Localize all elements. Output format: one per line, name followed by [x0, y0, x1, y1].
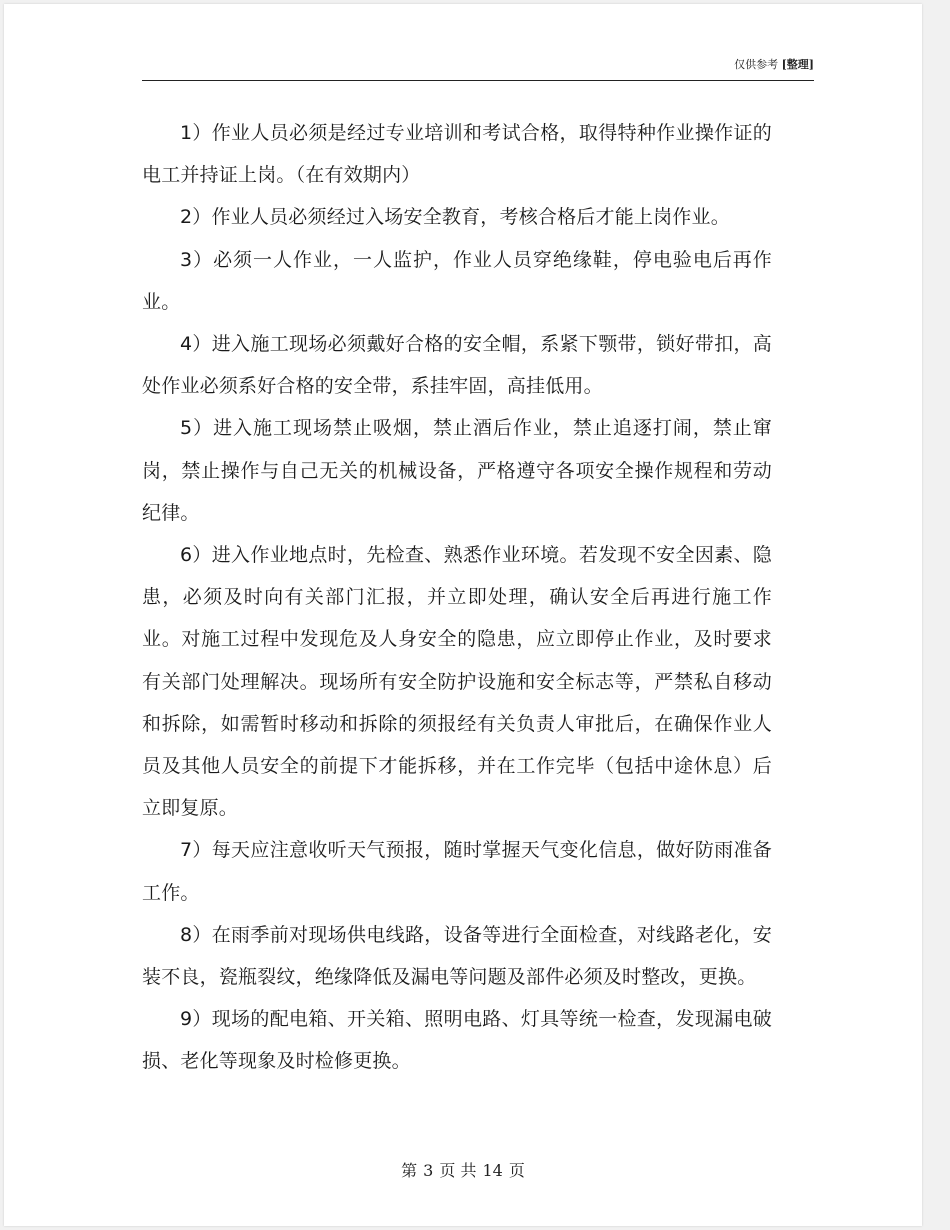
paragraph-5: 5）进入施工现场禁止吸烟，禁止酒后作业，禁止追逐打闹，禁止窜岗，禁止操作与自己无关的机械设备，严格遵守各项安全操作规程和劳动纪律。	[142, 417, 772, 524]
document-body	[142, 112, 772, 1083]
paragraph-8: 8）在雨季前对现场供电线路，设备等进行全面检查，对线路老化，安装不良，瓷瓶裂纹，绝缘降低及漏电等问题及部件必须及时整改，更换。	[142, 923, 772, 989]
footer-prefix: 第	[401, 1161, 418, 1180]
paragraph-1: 1）作业人员必须是经过专业培训和考试合格，取得特种作业操作证的电工并持证上岗。（在有效期内）	[142, 122, 772, 187]
paragraph-6: 6）进入作业地点时，先检查、熟悉作业环境。若发现不安全因素、隐患，必须及时向有关部门汇报，并立即处理，确认安全后再进行施工作业。对施工过程中发现危及人身安全的隐患，应立即停止作业，及时要求有关部门处理解决。现场所有安全防护设施和安全标志等，严禁私自移动和拆除，如需暂时移动和拆除的须报经有关负责人审批后，在确保作业人员及其他人员安全的前提下才能拆移，并在工作完毕（包括中途休息）后立即复原。	[142, 544, 772, 820]
paragraph-2: 2）作业人员必须经过入场安全教育，考核合格后才能上岗作业。	[180, 206, 730, 229]
document-page	[4, 4, 922, 1226]
paragraph-3: 3）必须一人作业，一人监护，作业人员穿绝缘鞋，停电验电后再作业。	[142, 248, 772, 313]
footer-suffix: 页	[508, 1161, 525, 1180]
paragraph-7: 7）每天应注意收听天气预报，随时掌握天气变化信息，做好防雨准备工作。	[142, 839, 772, 904]
total-pages: 14	[482, 1161, 503, 1180]
paragraph-4: 4）进入施工现场必须戴好合格的安全帽，系紧下颚带，锁好带扣，高处作业必须系好合格的安全带，系挂牢固，高挂低用。	[142, 333, 772, 398]
paragraph-9: 9）现场的配电箱、开关箱、照明电路、灯具等统一检查，发现漏电破损、老化等现象及时检修更换。	[142, 1008, 772, 1073]
page-number: 3	[423, 1161, 434, 1180]
page-header	[142, 54, 814, 81]
header-tag: [整理]	[781, 58, 814, 71]
page-footer	[4, 1158, 922, 1181]
header-text: 仅供参考	[734, 58, 779, 71]
footer-mid: 页 共	[439, 1161, 477, 1180]
